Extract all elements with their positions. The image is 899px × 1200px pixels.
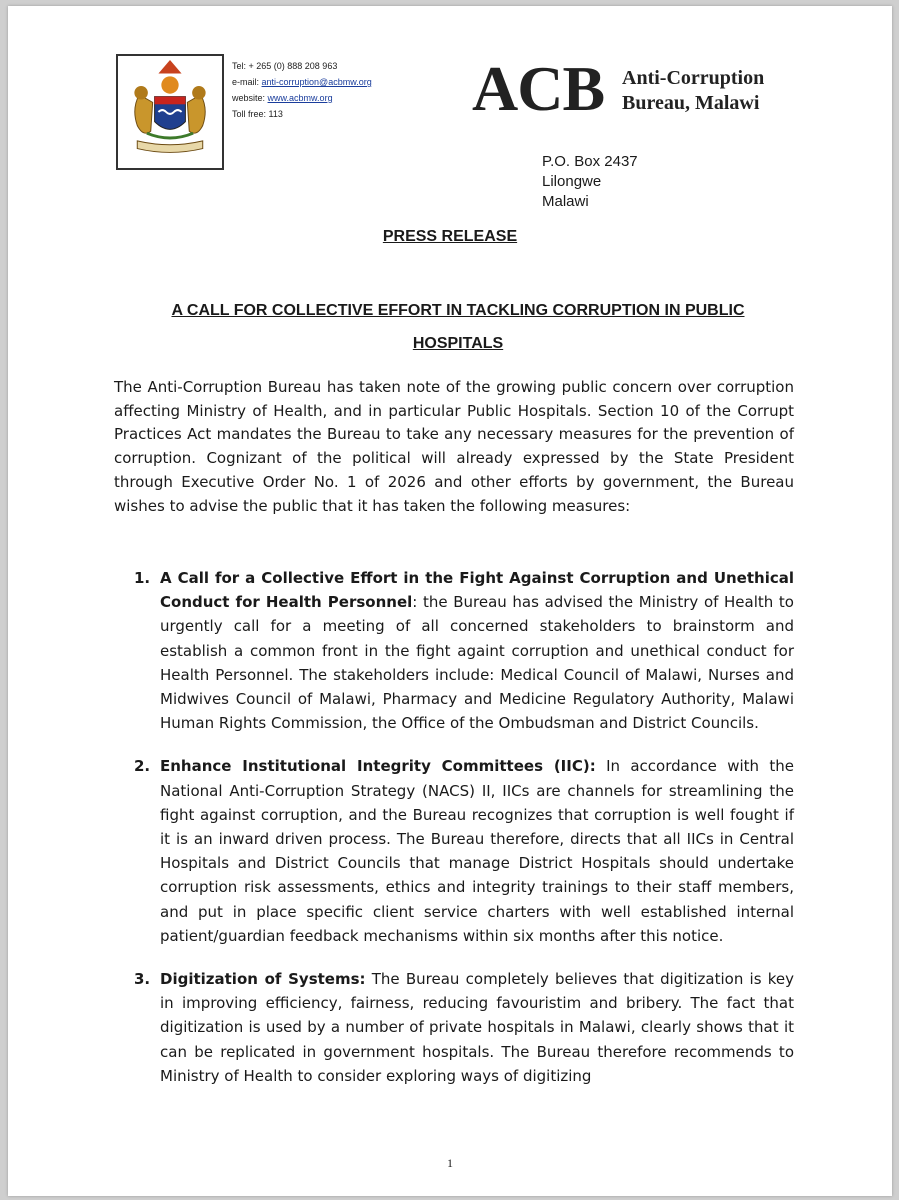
headline-line2: HOSPITALS xyxy=(412,335,504,352)
page-number: 1 xyxy=(447,1156,453,1170)
list-item xyxy=(134,754,794,948)
acb-logo-letters: ACB xyxy=(472,53,605,124)
website-label: website: xyxy=(232,93,266,103)
measure-title: A Call for a Collective Effort in the Fight Against Corruption and Unethical Conduct for Health Personnel xyxy=(160,569,794,612)
coat-of-arms-icon xyxy=(118,56,222,168)
toll-free: Toll free: 113 xyxy=(232,109,283,119)
measures-list xyxy=(134,566,794,1107)
measure-text: In accordance with the National Anti-Corruption Strategy (NACS) II, IICs are channels for streamlining the fight against corruption, and the Bureau recognizes that corruption is well fought if it is an inward driven process. The Bureau therefore, directs that all IICs in Central Hospitals and District Councils that manage District Hospitals should undertake corruption risk assessments, ethics and integrity trainings to their staff members, and put in place specific client service charters with well established internal patient/guardian feedback mechanisms within six months after this notice. xyxy=(160,757,794,945)
measure-text: : the Bureau has advised the Ministry of Health to urgently call for a meeting of all concerned stakeholders to brainstorm and establish a common front in the fight againt corruption and unethical conduct for Health Personnel. The stakeholders include: Medical Council of Malawi, Nurses and Midwives Council of Malawi, Pharmacy and Medicine Regulatory Authority, Malawi Human Rights Commission, the Office of the Ombudsman and District Councils. xyxy=(160,593,794,733)
acb-logo xyxy=(472,54,802,124)
measure-number: 3. xyxy=(134,970,151,989)
document-page xyxy=(8,6,892,1196)
email-label: e-mail: xyxy=(232,77,260,87)
address-line2: Lilongwe xyxy=(542,173,602,190)
list-item xyxy=(134,967,794,1088)
intro-paragraph: The Anti-Corruption Bureau has taken note of the growing public concern over corruption affecting Ministry of Health, and in particular Public Hospitals. Section 10 of the Corrupt Practices Act mandates the Bureau to take any necessary measures for the prevention of corruption. Cognizant of the political will already expressed by the State President through Executive Order No. 1 of 2026 and other efforts by government, the Bureau wishes to advise the public that it has taken the following measures: xyxy=(114,378,794,515)
headline-line1: A CALL FOR COLLECTIVE EFFORT IN TACKLING CORRUPTION IN PUBLIC xyxy=(171,302,745,319)
website-link[interactable]: www.acbmw.org xyxy=(267,93,333,103)
website-row xyxy=(232,90,372,106)
headline xyxy=(108,294,808,360)
email-link[interactable]: anti-corruption@acbmw.org xyxy=(261,77,372,87)
measure-text: The Bureau completely believes that digitization is key in improving efficiency, fairness, reducing favouristim and bribery. The fact that digitization is used by a number of private hospitals in Malawi, clearly shows that it can be replicated in government hospitals. The Bureau therefore recommends to Ministry of Health to consider exploring ways of digitizing xyxy=(160,970,795,1085)
acb-name-line1: Anti-Corruption xyxy=(622,67,765,89)
address-line1: P.O. Box 2437 xyxy=(542,153,638,170)
address-line3: Malawi xyxy=(542,193,589,210)
acb-logo-name xyxy=(622,66,764,116)
measure-number: 1. xyxy=(134,569,151,587)
measure-title: Digitization of Systems: xyxy=(160,970,366,989)
postal-address xyxy=(542,152,638,212)
malawi-coat-of-arms-logo xyxy=(116,54,224,170)
measure-title: Enhance Institutional Integrity Committees (IIC): xyxy=(160,757,596,776)
press-release-heading: PRESS RELEASE xyxy=(382,228,518,245)
telephone: Tel: + 265 (0) 888 208 963 xyxy=(232,61,338,71)
acb-name-line2: Bureau, Malawi xyxy=(622,92,760,114)
email-row xyxy=(232,74,372,90)
list-item xyxy=(134,566,794,735)
measure-number: 2. xyxy=(134,757,151,776)
contact-block xyxy=(232,58,372,122)
